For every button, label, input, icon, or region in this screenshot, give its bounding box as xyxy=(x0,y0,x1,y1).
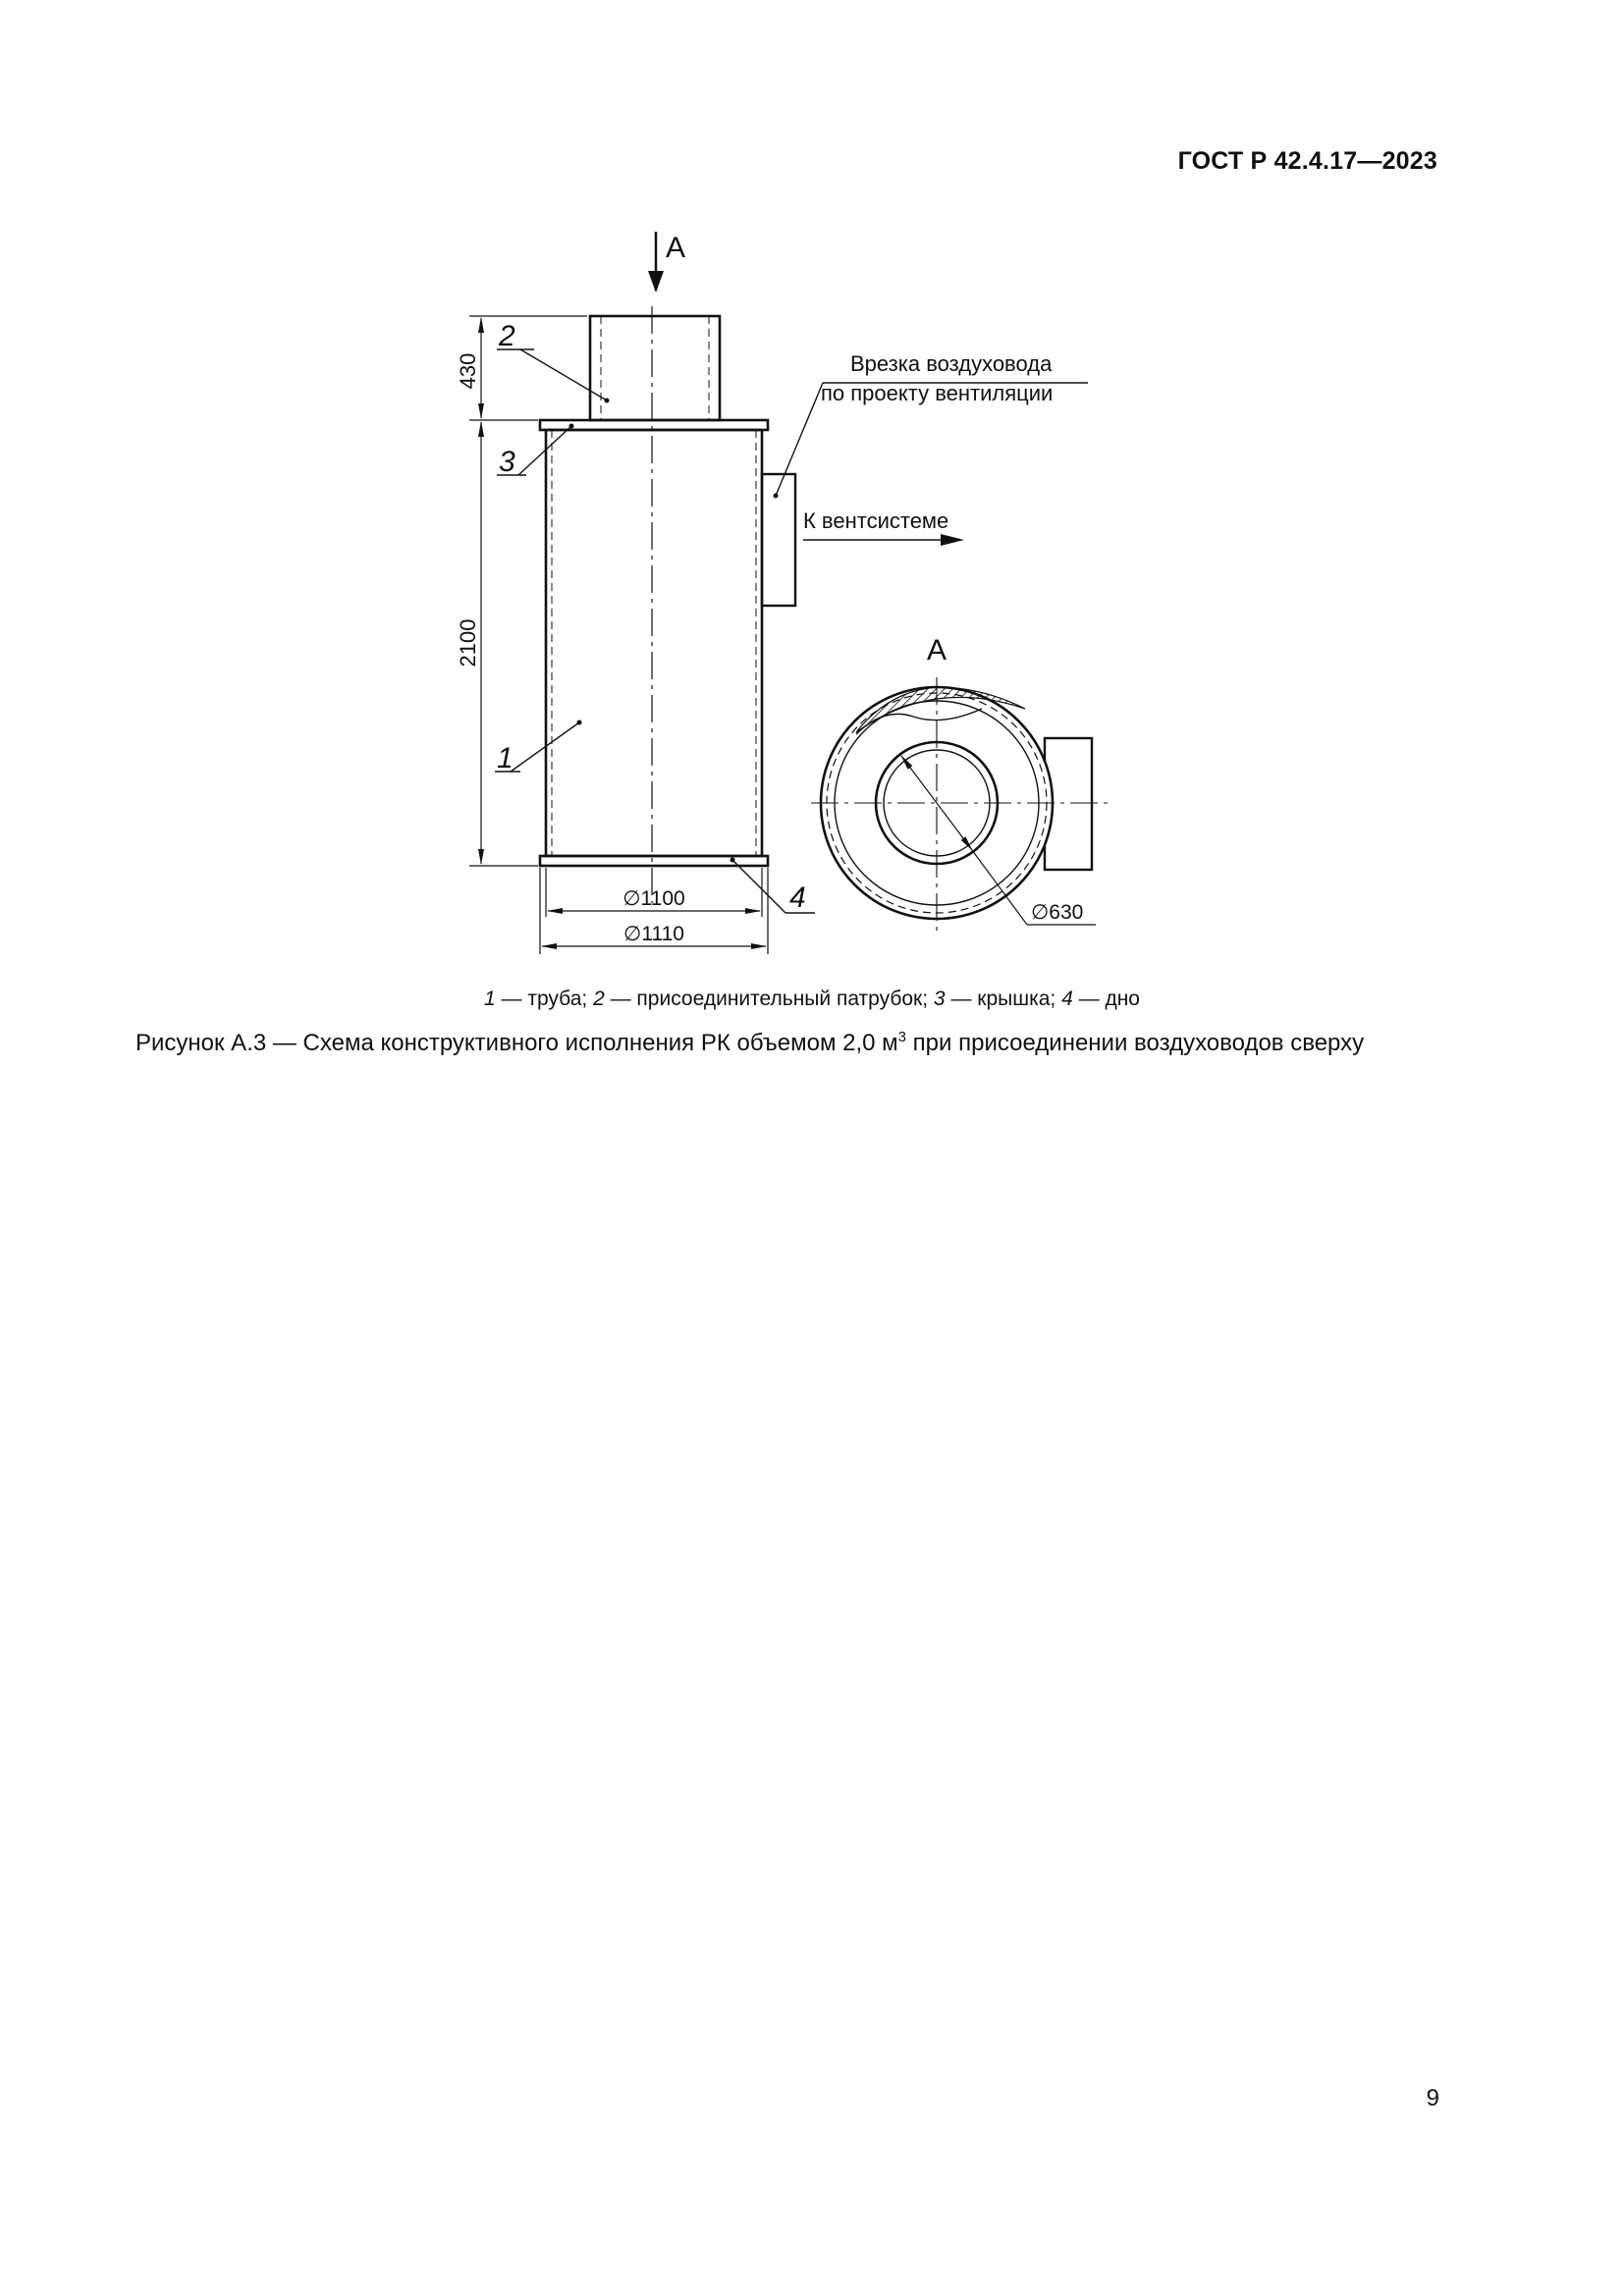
tube xyxy=(546,430,762,856)
legend-number-2: 2 xyxy=(593,988,605,1010)
legend-number-1: 1 xyxy=(484,988,496,1010)
view-arrow-a xyxy=(648,232,664,293)
legend-text-3: — крышка; xyxy=(945,988,1062,1010)
item-number-3: 3 xyxy=(499,446,515,478)
view-marker-a-plan: А xyxy=(927,634,947,667)
dimension-d1100-label: ∅1100 xyxy=(623,887,685,910)
item-number-4: 4 xyxy=(789,881,806,914)
dimension-430 xyxy=(469,316,587,420)
figure-legend xyxy=(0,988,1624,1011)
caption-superscript: 3 xyxy=(897,1029,907,1045)
dimension-430-label: 430 xyxy=(456,352,480,390)
duct-tap-label-line1: Врезка воздуховода xyxy=(850,351,1053,376)
to-ventsystem-arrow xyxy=(803,534,964,546)
legend-text-4: — дно xyxy=(1072,988,1140,1010)
to-ventsystem-label: К вентсистеме xyxy=(803,508,949,533)
page-number: 9 xyxy=(1426,2085,1439,2111)
duct-tap-label-line2: по проекту вентиляции xyxy=(821,381,1054,405)
side-duct-stub xyxy=(762,474,795,606)
legend-number-4: 4 xyxy=(1061,988,1073,1010)
legend-text-1: — труба; xyxy=(495,988,594,1010)
technical-drawing xyxy=(0,0,1624,982)
lid xyxy=(540,420,768,430)
dimension-d1110-label: ∅1110 xyxy=(623,923,684,945)
item-number-1: 1 xyxy=(497,742,514,774)
caption-text: Рисунок А.3 — Схема конструктивного исполнения РК объемом 2,0 м xyxy=(135,1030,898,1056)
leader-2 xyxy=(497,349,610,403)
caption-text-after: при присоединении воздуховодов сверху xyxy=(906,1030,1365,1056)
view-marker-a-top: А xyxy=(666,232,686,264)
dimension-d630-label: ∅630 xyxy=(1031,901,1084,924)
figure-caption xyxy=(135,1029,1364,1057)
legend-number-3: 3 xyxy=(933,988,946,1010)
connection-nozzle xyxy=(590,316,720,420)
item-number-2: 2 xyxy=(499,320,515,352)
standard-designation: ГОСТ Р 42.4.17—2023 xyxy=(1177,147,1437,175)
legend-text-2: — присоединительный патрубок; xyxy=(604,988,934,1010)
dimension-2100-label: 2100 xyxy=(456,618,480,667)
